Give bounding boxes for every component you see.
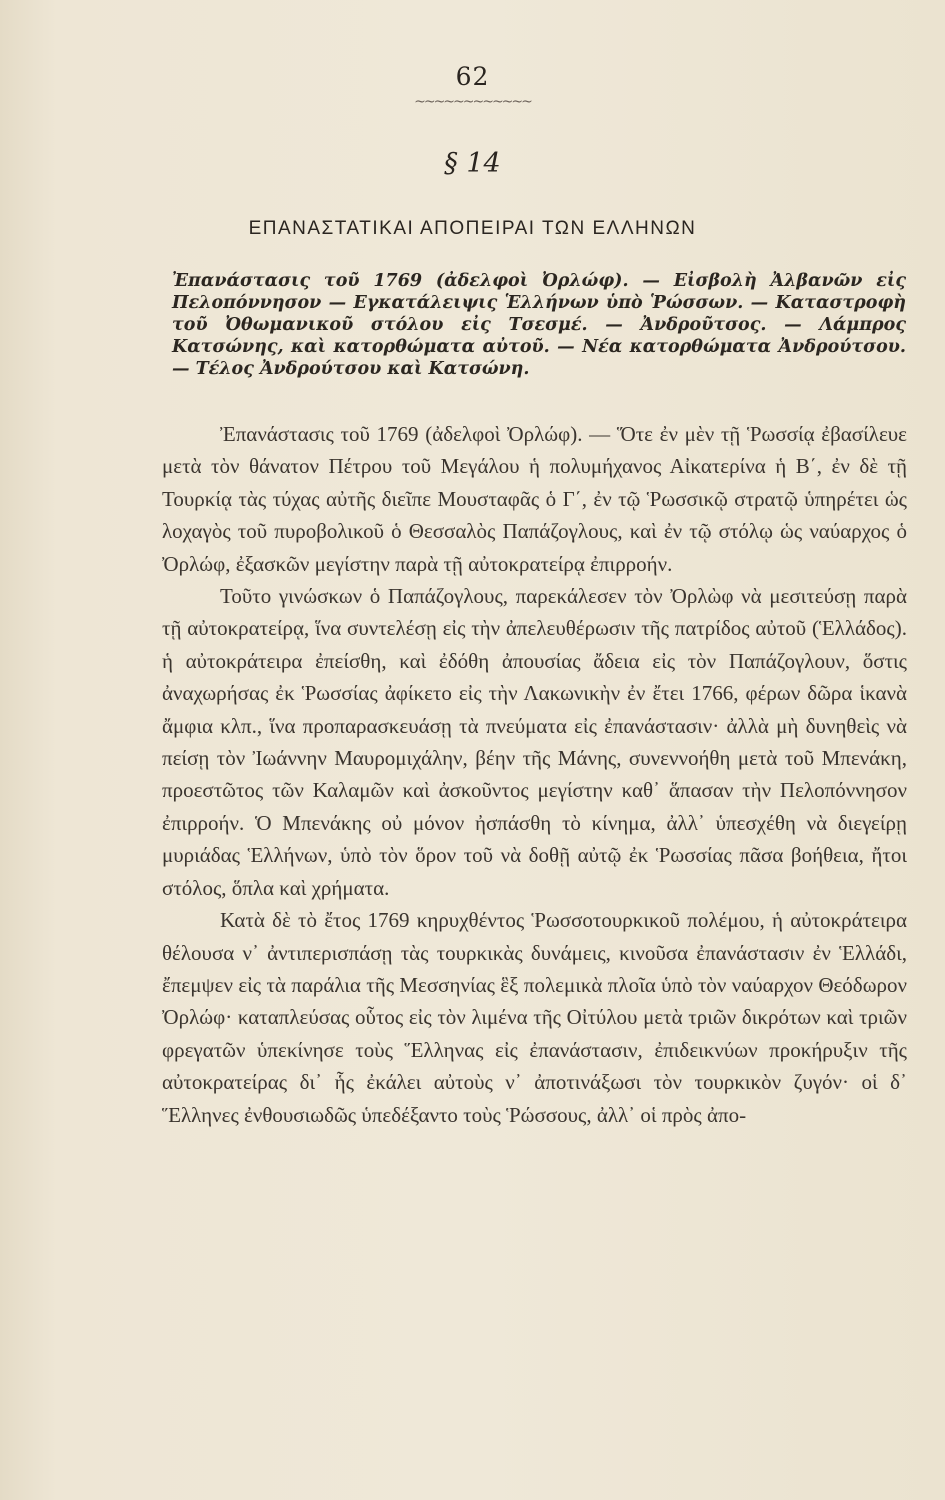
paragraph: Τοῦτο γινώσκων ὁ Παπάζογλους, παρεκάλεσεν τὸν Ὀρλὼφ νὰ μεσιτεύσῃ παρὰ τῇ αὐτοκρατείρᾳ, ἵνα συντελέσῃ εἰς τὴν ἀπελευθέρωσιν τῆς πατρίδος αὐτοῦ (Ἑλλάδος). ἡ αὐτοκράτειρα ἐπείσθη, καὶ ἐδόθη ἀπουσίας ἄδεια εἰς τὸν Παπάζογλουν, ὅστις ἀναχωρήσας ἐκ Ῥωσσίας ἀφίκετο εἰς τὴν Λακωνικὴν ἐν ἔτει 1766, φέρων δῶρα ἱκανὰ ἄμφια κλπ., ἵνα προπαρασκευάσῃ τὰ πνεύματα εἰς ἐπανάστασιν· ἀλλὰ μὴ δυνηθεὶς νὰ πείσῃ τὸν Ἰωάννην Μαυρομιχάλην, βέην τῆς Μάνης, συνεννοήθη μετὰ τοῦ Μπενάκη, προεστῶτος τῶν Καλαμῶν καὶ ἀσκοῦντος μεγίστην καθ᾽ ἅπασαν τὴν Πελοπόννησον ἐπιρροήν. Ὁ Μπενάκης οὐ μόνον ἠσπάσθη τὸ κίνημα, ἀλλ᾽ ὑπεσχέθη νὰ διεγείρῃ μυριάδας Ἑλλήνων, ὑπὸ τὸν ὅρον τοῦ νὰ δοθῇ αὐτῷ ἐκ Ῥωσσίας πᾶσα βοήθεια, ἤτοι στόλος, ὅπλα καὶ χρήματα.	[162, 584, 907, 900]
header-ornament: ~~~~~~~~~~~~	[414, 94, 531, 110]
paragraph: Ἐπανάστασις τοῦ 1769 (ἀδελφοὶ Ὀρλώφ). — Ὅτε ἐν μὲν τῇ Ῥωσσίᾳ ἐβασίλευε μετὰ τὸν θάνατον Πέτρου τοῦ Μεγάλου ἡ πολυμήχανος Αἰκατερίνα ἡ Β΄, ἐν δὲ τῇ Τουρκίᾳ τὰς τύχας αὐτῆς διεῖπε Μουσταφᾶς ὁ Γ΄, ἐν τῷ Ῥωσσικῷ στρατῷ ὑπηρέτει ὡς λοχαγὸς τοῦ πυροβολικοῦ ὁ Θεσσαλὸς Παπάζογλους, καὶ ἐν τῷ στόλῳ ὡς ναύαρχος ὁ Ὀρλώφ, ἐξασκῶν μεγίστην παρὰ τῇ αὐτοκρατείρᾳ ἐπιρροήν.	[162, 422, 907, 576]
chapter-summary: Ἐπανάστασις τοῦ 1769 (ἀδελφοὶ Ὀρλώφ). — Εἰσβολὴ Ἀλβανῶν εἰς Πελοπόννησον — Εγκατάλειψις Ἑλλήνων ὑπὸ Ῥώσσων. — Καταστροφὴ τοῦ Ὀθωμανικοῦ στόλου εἰς Τσεσμέ. — Ἀνδροῦτσος. — Λάμπρος Κατσώνης, καὶ κατορθώματα αὐτοῦ. — Νέα κατορθώματα Ἀνδρούτσου. — Τέλος Ἀνδρούτσου καὶ Κατσώνη.	[172, 271, 906, 379]
body-text	[162, 418, 907, 1131]
page-number: 62	[455, 62, 490, 91]
paragraph: Κατὰ δὲ τὸ ἔτος 1769 κηρυχθέντος Ῥωσσοτουρκικοῦ πολέμου, ἡ αὐτοκράτειρα θέλουσα ν᾽ ἀντιπερισπάσῃ τὰς τουρκικὰς δυνάμεις, κινοῦσα ἐπανάστασιν ἐν Ἑλλάδι, ἔπεμψεν εἰς τὰ παράλια τῆς Μεσσηνίας ἓξ πολεμικὰ πλοῖα ὑπὸ τὸν ναύαρχον Θεόδωρον Ὀρλώφ· καταπλεύσας οὗτος εἰς τὸν λιμένα τῆς Οἰτύλου μετὰ τριῶν δικρότων καὶ τριῶν φρεγατῶν ὑπεκίνησε τοὺς Ἕλληνας εἰς ἐπανάστασιν, ἐπιδεικνύων προκήρυξιν τῆς αὐτοκρατείρας δι᾽ ἧς ἐκάλει αὐτοὺς ν᾽ ἀποτινάξωσι τὸν τουρκικὸν ζυγόν· οἱ δ᾽ Ἕλληνες ἐνθουσιωδῶς ὑπεδέξαντο τοὺς Ῥώσσους, ἀλλ᾽ οἱ πρὸς ἀπο-	[162, 908, 907, 1127]
chapter-title: ΕΠΑΝΑΣΤΑΤΙΚΑΙ ΑΠΟΠΕΙΡΑΙ ΤΩΝ ΕΛΛΗΝΩΝ	[248, 218, 697, 239]
section-number: § 14	[444, 148, 501, 179]
